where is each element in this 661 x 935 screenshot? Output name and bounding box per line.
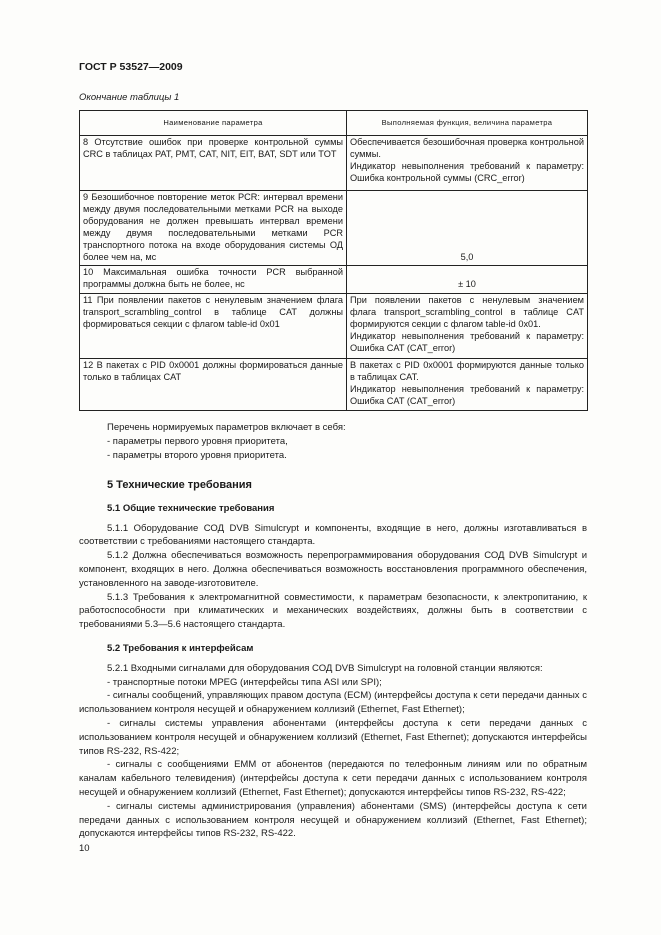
param-name-cell: 8 Отсутствие ошибок при проверке контрольной суммы CRC в таблицах PAT, PMT, CAT, NIT, EIT, BAT, SDT или TOT xyxy=(80,136,347,191)
list-item: - параметры второго уровня приоритета. xyxy=(107,449,287,461)
param-name-cell: 9 Безошибочное повторение меток PCR: интервал времени между двумя последовательными метками PCR на выходе оборудования не должен превышать интервал времени между двумя последовательными метками PCR транспортного потока на входе оборудования системы ОД более чем на, мс xyxy=(80,191,347,266)
document-header: ГОСТ Р 53527—2009 xyxy=(79,61,183,73)
paragraph-5-2-1: 5.2.1 Входными сигналами для оборудования СОД DVB Simulcrypt на головной станции являются: xyxy=(107,662,543,674)
param-name-cell: 10 Максимальная ошибка точности PCR выбранной программы должна быть не более, нс xyxy=(80,266,347,294)
table-row xyxy=(80,136,588,191)
column-header-function: Выполняемая функция, величина параметра xyxy=(347,111,588,136)
table-row xyxy=(80,294,588,359)
list-item: - параметры первого уровня приоритета, xyxy=(107,435,288,447)
page-number: 10 xyxy=(79,843,90,854)
param-function-cell xyxy=(347,294,588,359)
column-header-parameter: Наименование параметра xyxy=(80,111,347,136)
priority-list-lead: Перечень нормируемых параметров включает в себя: xyxy=(107,422,346,433)
table-row xyxy=(80,359,588,411)
param-name-cell: 12 В пакетах с PID 0x0001 должны формироваться данные только в таблицах CAT xyxy=(80,359,347,411)
param-value-cell xyxy=(347,266,588,294)
function-text: Обеспечивается безошибочная проверка контрольной суммы. xyxy=(350,137,584,159)
param-function-cell xyxy=(347,359,588,411)
param-function-cell xyxy=(347,136,588,191)
function-text: В пакетах с PID 0x0001 формируются данные только в таблицах CAT. xyxy=(350,360,584,383)
param-value-cell xyxy=(347,191,588,266)
function-text: При появлении пакетов с ненулевым значением флага transport_scrambling_control в таблице CAT формируются секции с флагом table-id 0x01. xyxy=(350,295,584,330)
subsection-title: 5.1 Общие технические требования xyxy=(107,502,275,514)
table-row xyxy=(80,191,588,266)
indicator-text: Индикатор невыполнения требований к параметру: Ошибка CAT (CAT_error) xyxy=(350,384,584,406)
param-value: ± 10 xyxy=(458,279,476,290)
indicator-text: Индикатор невыполнения требований к параметру: Ошибка CAT (CAT_error) xyxy=(350,330,584,353)
list-item: - сигналы сообщений, управляющих правом доступа (ECM) (интерфейсы доступа к сети передачи данных с использованием контроля несущей и обнаружением коллизий (Ethernet, Fast Ethernet); xyxy=(79,690,587,716)
table-row xyxy=(80,266,588,294)
list-item: - сигналы системы администрирования (управления) абонентами (SMS) (интерфейсы доступа к сети передачи данных с использованием контроля несущей и обнаружением коллизий (Ethernet, Fast Ethernet); допускаются интерфейсы типов RS-232, RS-422. xyxy=(79,800,587,840)
table-caption: Окончание таблицы 1 xyxy=(79,92,180,103)
priority-list-block xyxy=(79,421,587,462)
list-item: - сигналы системы управления абонентами (интерфейсы доступа к сети передачи данных с использованием контроля несущей и обнаружением коллизий (Ethernet, Fast Ethernet); допускаются интерфейсы типов RS-232, RS-422; xyxy=(79,717,587,757)
indicator-text: Индикатор невыполнения требований к параметру: Ошибка контрольной суммы (CRC_error) xyxy=(350,160,584,183)
list-item: - транспортные потоки MPEG (интерфейсы типа ASI или SPI); xyxy=(107,676,382,688)
param-value: 5,0 xyxy=(460,251,474,262)
paragraph-5-1-3: 5.1.3 Требования к электромагнитной совместимости, к параметрам безопасности, к электропитанию, к работоспособности при климатических и механических воздействиях, должны быть в соответствии с требованиями 5.3—5.6 настоящего стандарта. xyxy=(79,591,587,631)
param-name-cell: 11 При появлении пакетов с ненулевым значением флага transport_scrambling_control в таблице CAT должны формироваться секции с флагом table-id 0x01 xyxy=(80,294,347,359)
list-item: - сигналы с сообщениями EMM от абонентов (передаются по телефонным линиям или по обратным каналам кабельного телевидения) (интерфейсы доступа к сети передачи данных с использованием контроля несущей и обнаружением коллизий (Ethernet, Fast Ethernet); допускаются интерфейсы типов RS-232, RS-422; xyxy=(79,759,587,798)
subsection-title: 5.2 Требования к интерфейсам xyxy=(107,642,254,654)
section-5-block xyxy=(79,479,587,841)
section-title: 5 Технические требования xyxy=(107,479,252,491)
paragraph-5-1-1: 5.1.1 Оборудование СОД DVB Simulcrypt и компоненты, входящие в него, должны изготавливаться в соответствии с требованиями настоящего стандарта. xyxy=(79,522,587,548)
paragraph-5-1-2: 5.1.2 Должна обеспечиваться возможность перепрограммирования оборудования СОД DVB Simulcrypt и компонент, входящих в него. Должна обеспечиваться возможность восстановления программного обеспечения, установленного на заводе-изготовителе. xyxy=(79,550,587,589)
parameters-table xyxy=(79,110,588,411)
